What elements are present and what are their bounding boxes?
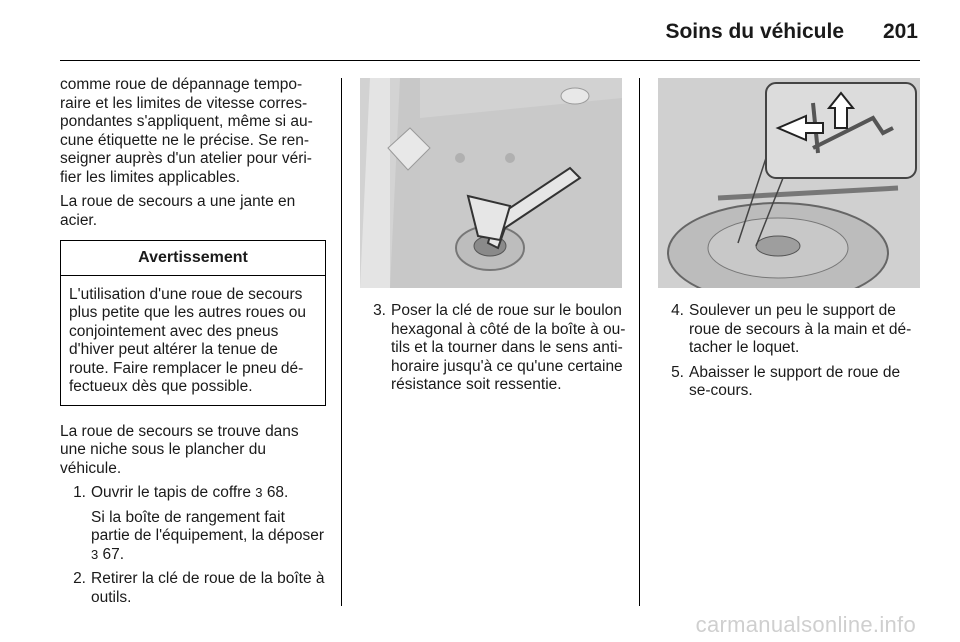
step-number: 4. bbox=[671, 302, 684, 319]
warning-body: L'utilisation d'une roue de secours plus petite que les autres roues ou conjointement avec des pneus d'hiver peut altérer la tenue de route. Faire remplacer le pneu dé-fectueux dès que possible. bbox=[69, 285, 306, 395]
column-left bbox=[60, 76, 326, 607]
page-reference[interactable]: 67. bbox=[102, 545, 125, 563]
header-rule bbox=[60, 60, 920, 61]
warning-box bbox=[60, 240, 326, 406]
column-divider bbox=[341, 78, 342, 606]
column-right bbox=[658, 302, 924, 401]
reference-arrow-icon: 3 bbox=[255, 485, 263, 500]
step-text: Abaisser le support de roue de se-cours. bbox=[689, 363, 901, 399]
step-text: Soulever un peu le support de roue de secours à la main et dé-tacher le loquet. bbox=[689, 302, 912, 356]
step-list bbox=[60, 484, 326, 607]
page-number: 201 bbox=[882, 20, 918, 43]
step-text: Si la boîte de rangement fait partie de l'équipement, la déposer bbox=[91, 508, 325, 544]
watermark: carmanualsonline.info bbox=[695, 612, 916, 637]
illustration-spare-wheel-carrier bbox=[658, 78, 920, 288]
step-number: 1. bbox=[73, 484, 86, 501]
step-text: Retirer la clé de roue de la boîte à outils. bbox=[91, 570, 325, 606]
page-title: Soins du véhicule bbox=[665, 20, 844, 43]
column-middle bbox=[360, 302, 626, 395]
page-reference[interactable]: 68. bbox=[266, 484, 289, 501]
step-number: 3. bbox=[373, 302, 386, 319]
step-number: 5. bbox=[671, 363, 684, 381]
step-item bbox=[658, 302, 924, 358]
step-note bbox=[86, 509, 326, 565]
illustration-wrench-on-bolt bbox=[360, 78, 622, 288]
paragraph: comme roue de dépannage tempo-raire et les limites de vitesse corres-pondantes s'appliquent, même si au-cune étiquette ne le précise. Se ren-seigner auprès d'un atelier pour véri-fier les limites applicables. bbox=[60, 76, 313, 186]
warning-title: Avertissement bbox=[61, 241, 325, 276]
step-number: 2. bbox=[73, 570, 86, 587]
reference-arrow-icon: 3 bbox=[91, 546, 99, 562]
column-divider bbox=[639, 78, 640, 606]
paragraph: La roue de secours a une jante en acier. bbox=[60, 193, 296, 229]
step-text: Ouvrir le tapis de coffre bbox=[91, 484, 251, 501]
step-text: Poser la clé de roue sur le boulon hexagonal à côté de la boîte à ou-tils et la tourner dans le sens anti-horaire jusqu'à ce qu'une certaine résistance soit ressentie. bbox=[391, 302, 626, 393]
paragraph: La roue de secours se trouve dans une niche sous le plancher du véhicule. bbox=[60, 422, 299, 477]
step-item bbox=[60, 484, 326, 503]
step-item bbox=[360, 302, 626, 395]
step-item bbox=[658, 364, 924, 401]
step-item bbox=[60, 570, 326, 607]
